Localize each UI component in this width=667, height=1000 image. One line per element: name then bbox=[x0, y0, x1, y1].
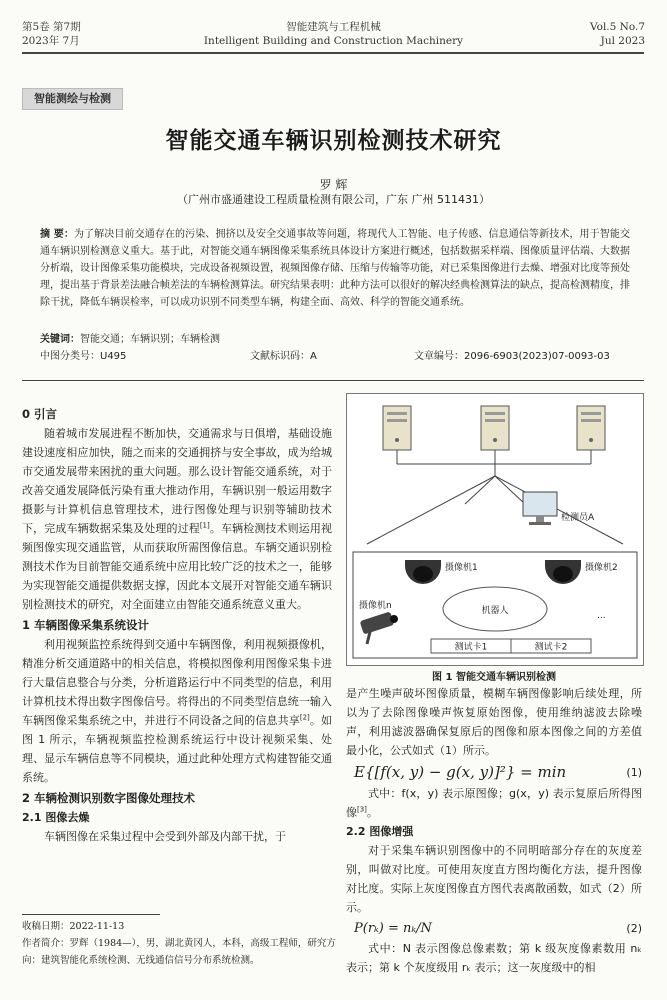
section-0-paragraph bbox=[22, 424, 332, 614]
journal-issue-en bbox=[590, 20, 645, 48]
section-0-heading: 0 引言 bbox=[22, 407, 58, 421]
camera-1-label: 摄像机1 bbox=[445, 563, 478, 573]
right-paragraph-1: 是产生噪声破坏图像质量，模糊车辆图像影响后续处理，所以为了去除图像噪声恢复原始图像，使用维纳滤波去除噪声，利用滤波器确保复原后的图像和原本图像之间的方差值最小化，公式如式（1）所示。 bbox=[346, 687, 642, 757]
server-icon-1 bbox=[383, 406, 411, 450]
test-card-1-label: 测试卡1 bbox=[454, 642, 488, 653]
abstract-text: 为了解决目前交通存在的污染、拥挤以及安全交通事故等问题，将现代人工智能、电子传感、信息通信等新技术，用于智能交通车辆识别检测意义重大。基于此，对智能交通车辆图像采集系统具体设计方案进行概述，包括数据采样端、图像质量评估端、大数据分析端，设计图像采集功能模块，完成设备视频设置，视频图像存储、压缩与传输等功能，对已采集图像进行去燥、增强对比度等预处理，提出基于背景差法融合帧差法的车辆检测算法。研究结果表明：此种方法可以很好的解决经典检测算法的缺点，提高检测精度，排除干扰，降低车辆误检率，可以成功识别不同类型车辆，构建全面、高效、科学的智能交通系统。 bbox=[40, 229, 631, 308]
header-rule bbox=[22, 52, 644, 54]
section-1-heading: 1 车辆图像采集系统设计 bbox=[22, 618, 150, 632]
network-lines bbox=[367, 450, 623, 544]
received-date: 收稿日期：2022-11-13 bbox=[22, 921, 125, 932]
footnote bbox=[22, 918, 340, 969]
author-affiliation: （广州市盛通建设工程质量检测有限公司，广东 广州 511431） bbox=[177, 193, 490, 206]
monitor-label: 检测员A bbox=[561, 513, 595, 523]
robot-label: 机器人 bbox=[481, 606, 509, 616]
right-paragraph-2-text: 式中：f(x，y) 表示原图像；g(x，y) 表示复原后所得图像 bbox=[346, 787, 642, 819]
section-2-1-heading: 2.1 图像去燥 bbox=[22, 811, 90, 824]
right-column bbox=[346, 684, 642, 977]
journal-date-en: Jul 2023 bbox=[600, 35, 645, 47]
keywords bbox=[40, 332, 630, 347]
camera-n-icon bbox=[360, 611, 398, 644]
section-1-paragraph bbox=[22, 635, 332, 787]
section-1-text-b: 。如图 1 所示，车辆视频监控检测系统运行中设计视频采集、处理、显示车辆信息等不同模块，通过此种处理方式构建智能交通系统。 bbox=[22, 714, 333, 784]
right-paragraph-2-end: 。 bbox=[366, 806, 378, 819]
journal-volume-en: Vol.5 No.7 bbox=[590, 21, 645, 33]
camera-2-label: 摄像机2 bbox=[585, 563, 618, 573]
journal-name-cn: 智能建筑与工程机械 bbox=[286, 21, 381, 33]
camera-n-label: 摄像机n bbox=[359, 601, 392, 611]
author-name: 罗 辉 bbox=[319, 178, 348, 192]
camera-2-icon bbox=[545, 560, 581, 584]
abstract-label: 摘 要： bbox=[40, 229, 74, 240]
test-card-2-label: 测试卡2 bbox=[534, 642, 568, 653]
abstract bbox=[40, 226, 630, 311]
right-paragraph-3: 对于采集车辆识别图像中的不同明暗部分存在的灰度差别，叫做对比度。可使用灰度直方图均衡化方法，提升图像对比度。实际上灰度图像直方图代表离散函数，如式（2）所示。 bbox=[346, 844, 642, 914]
right-paragraph-2 bbox=[346, 784, 642, 822]
section-0-text-b: 。车辆检测技术则运用视频图像实现交通监管，从而获取所需图像信息。车辆交通识别检测技术作为目前智能交通系统中应用比较广泛的技术之一，能够为实现智能交通提供数据支撑，因此本文展开对智能交通车辆识别检测技术的研究，对全面建立由智能交通系统意义重大。 bbox=[22, 522, 333, 611]
server-icon-3 bbox=[577, 406, 605, 450]
equation-1-number: (1) bbox=[626, 765, 642, 779]
ellipsis-label: ... bbox=[597, 611, 606, 621]
equation-2 bbox=[346, 917, 642, 939]
equation-1-body: E{[f(x, y) − g(x, y)]²} = min bbox=[354, 762, 567, 781]
equation-1 bbox=[346, 760, 642, 784]
figure-1-diagram bbox=[347, 394, 643, 665]
journal-name-en: Intelligent Building and Construction Machinery bbox=[203, 35, 464, 47]
journal-name bbox=[0, 20, 667, 48]
citation-3[interactable]: [3] bbox=[357, 805, 367, 814]
citation-2[interactable]: [2] bbox=[299, 713, 310, 722]
abstract-rule bbox=[22, 380, 644, 381]
section-2-1-paragraph: 车辆图像在采集过程中会受到外部及内部干扰，于 bbox=[44, 830, 286, 843]
document-code: 文献标识码：A bbox=[250, 351, 317, 362]
article-number: 文章编号：2096-6903(2023)07-0093-03 bbox=[414, 351, 610, 362]
section-0-text-a: 随着城市发展进程不断加快，交通需求与日俱增，基础设施建设速度相应加快，随之而来的交通拥挤与安全事故，成为给城市交通发展带来困扰的重大问题。那么设计智能交通系统，对于改善交通发展降低污染有重大推动作用，车辆识别一般运用数字摄影与计算机信息管理技术，进行图像处理与识别等辅助技术下，完成车辆数据采集及处理的过程 bbox=[22, 427, 332, 535]
left-column bbox=[22, 405, 332, 846]
section-badge: 智能测绘与检测 bbox=[22, 88, 123, 110]
section-2-2-heading: 2.2 图像增强 bbox=[346, 825, 414, 838]
keywords-text: 智能交通；车辆识别；车辆检测 bbox=[80, 334, 220, 345]
figure-1 bbox=[346, 393, 644, 666]
journal-date: 2023年 7月 bbox=[22, 35, 80, 47]
author-bio: 作者简介：罗辉（1984—），男，湖北黄冈人，本科，高级工程师，研究方向：建筑智能化系统检测、无线通信信号分布系统检测。 bbox=[22, 938, 336, 966]
section-2-heading: 2 车辆检测识别数字图像处理技术 bbox=[22, 791, 196, 805]
keywords-label: 关键词： bbox=[40, 334, 80, 345]
section-1-text-a: 利用视频监控系统得到交通中车辆图像，利用视频摄像机，精准分析交通道路中的相关信息，将模拟图像利用图像采集卡进行大量信息整合与分类，分析道路运行中不同类型的信息，利用计算机技术得出数字图像信号。将得出的不同类型信息统一输入车辆图像采集系统之中，并进行不同设备之间的信息共享 bbox=[22, 638, 332, 727]
article-title: 智能交通车辆识别检测技术研究 bbox=[165, 128, 502, 154]
right-paragraph-4: 式中：N 表示图像总像素数；第 k 级灰度像素数用 nₖ 表示；第 k 个灰度级用 rₖ 表示；这一灰度级中的相 bbox=[346, 942, 642, 974]
footnote-rule bbox=[22, 914, 160, 915]
clc-number: 中图分类号：U495 bbox=[40, 351, 127, 362]
figure-1-caption: 图 1 智能交通车辆识别检测 bbox=[432, 672, 556, 683]
equation-2-body: P(rₖ) = nₖ/N bbox=[354, 920, 432, 936]
journal-volume: 第5卷 第7期 bbox=[22, 21, 81, 33]
monitor-icon bbox=[523, 492, 557, 525]
camera-1-icon bbox=[405, 560, 441, 584]
server-icon-2 bbox=[481, 406, 509, 450]
equation-2-number: (2) bbox=[626, 921, 642, 935]
citation-1[interactable]: [1] bbox=[199, 521, 210, 530]
